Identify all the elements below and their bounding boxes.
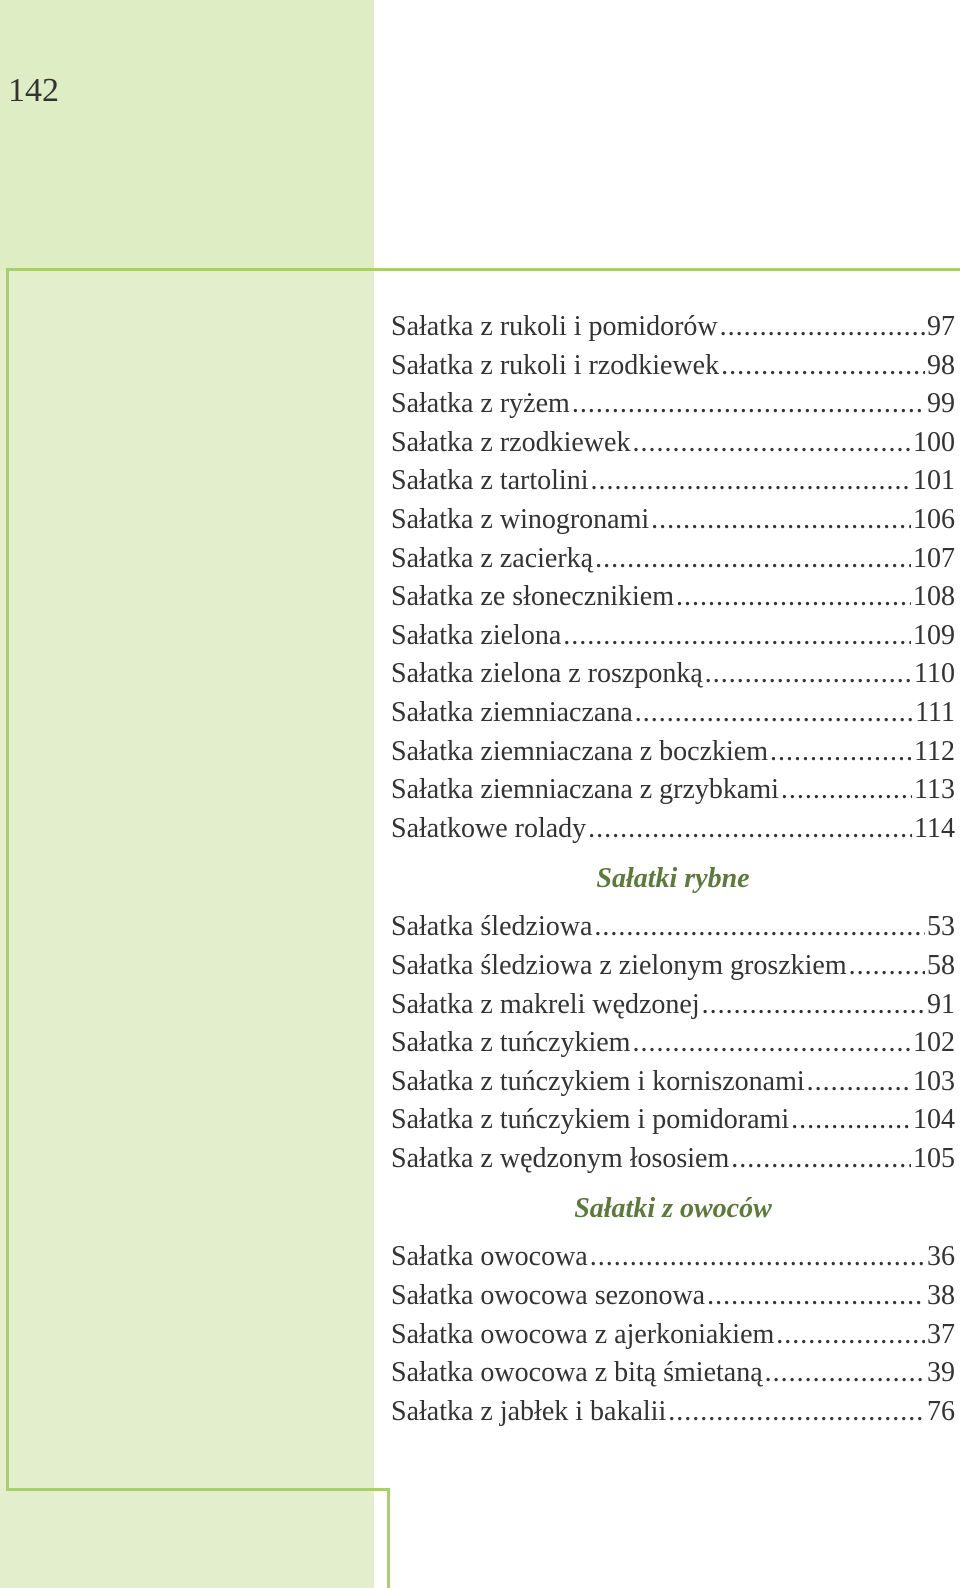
toc-entry-page: 76 — [927, 1395, 955, 1427]
toc-entry-title: Sałatkowe rolady — [391, 812, 587, 844]
toc-leader-dots — [632, 1024, 911, 1063]
toc-entry-title: Sałatka zielona z roszponką — [391, 658, 703, 690]
toc-entry[interactable] — [391, 308, 955, 347]
toc-entry[interactable] — [391, 810, 955, 849]
toc-entry-page: 98 — [927, 349, 955, 381]
toc-leader-dots — [668, 1393, 925, 1432]
frame-bottom-rule — [6, 1488, 390, 1491]
toc-entry-page: 102 — [913, 1027, 955, 1059]
toc-entry[interactable] — [391, 1024, 955, 1063]
toc-entry-title: Sałatka ziemniaczana z grzybkami — [391, 774, 779, 806]
toc-entry-title: Sałatka z tartolini — [391, 465, 589, 497]
toc-entry-title: Sałatka owocowa z bitą śmietaną — [391, 1357, 763, 1389]
toc-leader-dots — [705, 655, 912, 694]
toc-entry-title: Sałatka z winogronami — [391, 503, 650, 535]
toc-entry[interactable] — [391, 733, 955, 772]
toc-leader-dots — [849, 947, 925, 986]
toc-entry-page: 103 — [913, 1065, 955, 1097]
toc-entry[interactable] — [391, 1101, 955, 1140]
toc-leader-dots — [791, 1101, 911, 1140]
page-number: 142 — [8, 72, 59, 109]
toc-entry[interactable] — [391, 1354, 955, 1393]
toc-entry-title: Sałatka śledziowa — [391, 911, 593, 943]
toc-entry[interactable] — [391, 1063, 955, 1102]
toc-entry-title: Sałatka z tuńczykiem i korniszonami — [391, 1065, 805, 1097]
toc-entry[interactable] — [391, 501, 955, 540]
toc-entry-title: Sałatka śledziowa z zielonym groszkiem — [391, 949, 847, 981]
table-of-contents — [391, 308, 955, 1431]
toc-entry-title: Sałatka z tuńczykiem i pomidorami — [391, 1104, 790, 1136]
toc-leader-dots — [770, 733, 912, 772]
toc-entry-page: 114 — [914, 812, 955, 844]
toc-entry-title: Sałatka owocowa z ajerkoniakiem — [391, 1318, 775, 1350]
toc-leader-dots — [651, 501, 911, 540]
toc-leader-dots — [563, 617, 911, 656]
toc-entry-page: 97 — [927, 311, 955, 342]
toc-entry-title: Sałatka z rzodkiewek — [391, 426, 631, 458]
frame-tail-rule — [387, 1488, 390, 1588]
toc-leader-dots — [591, 462, 912, 501]
toc-entry[interactable] — [391, 694, 955, 733]
toc-entry-page: 105 — [913, 1142, 955, 1174]
toc-entry[interactable] — [391, 908, 955, 947]
toc-entry-page: 91 — [927, 988, 955, 1020]
toc-entry-page: 36 — [927, 1241, 955, 1273]
toc-entry[interactable] — [391, 1316, 955, 1355]
toc-entry[interactable] — [391, 986, 955, 1025]
toc-entry-page: 110 — [914, 658, 955, 690]
toc-leader-dots — [720, 308, 925, 347]
section-heading: Sałatki z owoców — [574, 1193, 772, 1225]
toc-entry[interactable] — [391, 947, 955, 986]
toc-entry-page: 38 — [927, 1280, 955, 1312]
toc-entry[interactable] — [391, 1277, 955, 1316]
toc-entry-page: 39 — [927, 1357, 955, 1389]
section-heading: Sałatki rybne — [596, 863, 750, 895]
toc-leader-dots — [590, 1238, 925, 1277]
toc-entry-page: 112 — [914, 735, 955, 767]
toc-leader-dots — [731, 1140, 911, 1179]
toc-entry-title: Sałatka z zacierką — [391, 542, 594, 574]
toc-leader-dots — [594, 908, 925, 947]
toc-entry-title: Sałatka ze słonecznikiem — [391, 581, 674, 613]
toc-entry-page: 100 — [913, 426, 955, 458]
toc-entry[interactable] — [391, 617, 955, 656]
sidebar-panel — [0, 270, 374, 1588]
toc-entry-title: Sałatka ziemniaczana — [391, 696, 633, 728]
toc-entry-page: 99 — [927, 388, 955, 420]
toc-leader-dots — [721, 347, 925, 386]
sidebar-top-panel — [0, 0, 374, 270]
toc-leader-dots — [635, 694, 913, 733]
toc-entry-title: Sałatka z ryżem — [391, 388, 570, 420]
toc-entry[interactable] — [391, 540, 955, 579]
toc-entry[interactable] — [391, 424, 955, 463]
toc-entry[interactable] — [391, 462, 955, 501]
toc-entry-title: Sałatka z rukoli i rzodkiewek — [391, 349, 720, 381]
toc-leader-dots — [702, 986, 925, 1025]
toc-entry-page: 108 — [913, 581, 955, 613]
toc-entry-page: 107 — [913, 542, 955, 574]
toc-entry[interactable] — [391, 347, 955, 386]
toc-entry[interactable] — [391, 771, 955, 810]
toc-leader-dots — [776, 1316, 925, 1355]
frame-top-rule — [6, 268, 960, 271]
toc-leader-dots — [588, 810, 912, 849]
toc-entry-page: 106 — [913, 503, 955, 535]
toc-entry[interactable] — [391, 655, 955, 694]
toc-entry-page: 111 — [915, 696, 955, 728]
toc-entry-title: Sałatka z jabłek i bakalii — [391, 1395, 667, 1427]
toc-entry-title: Sałatka zielona — [391, 619, 562, 651]
toc-entry[interactable] — [391, 1140, 955, 1179]
toc-entry-page: 104 — [913, 1104, 955, 1136]
toc-entry-title: Sałatka z wędzonym łososiem — [391, 1142, 730, 1174]
toc-entry-title: Sałatka ziemniaczana z boczkiem — [391, 735, 769, 767]
toc-leader-dots — [707, 1277, 925, 1316]
toc-leader-dots — [676, 578, 911, 617]
toc-entry-title: Sałatka owocowa — [391, 1241, 588, 1273]
toc-entry-title: Sałatka z tuńczykiem — [391, 1027, 631, 1059]
toc-entry-page: 58 — [927, 949, 955, 981]
toc-entry[interactable] — [391, 385, 955, 424]
toc-leader-dots — [807, 1063, 911, 1102]
toc-entry[interactable] — [391, 1238, 955, 1277]
toc-entry-page: 37 — [927, 1318, 955, 1350]
toc-entry-title: Sałatka z makreli wędzonej — [391, 988, 700, 1020]
toc-entry-page: 53 — [927, 911, 955, 943]
toc-leader-dots — [781, 771, 912, 810]
toc-entry-page: 113 — [914, 774, 955, 806]
toc-leader-dots — [595, 540, 911, 579]
toc-leader-dots — [572, 385, 925, 424]
frame-left-rule — [6, 268, 9, 1490]
toc-entry-page: 101 — [913, 465, 955, 497]
toc-leader-dots — [765, 1354, 925, 1393]
toc-entry-page: 109 — [913, 619, 955, 651]
toc-entry[interactable] — [391, 578, 955, 617]
toc-entry[interactable] — [391, 1393, 955, 1432]
toc-leader-dots — [632, 424, 911, 463]
toc-entry-title: Sałatka z rukoli i pomidorów — [391, 311, 718, 342]
toc-entry-title: Sałatka owocowa sezonowa — [391, 1280, 706, 1312]
